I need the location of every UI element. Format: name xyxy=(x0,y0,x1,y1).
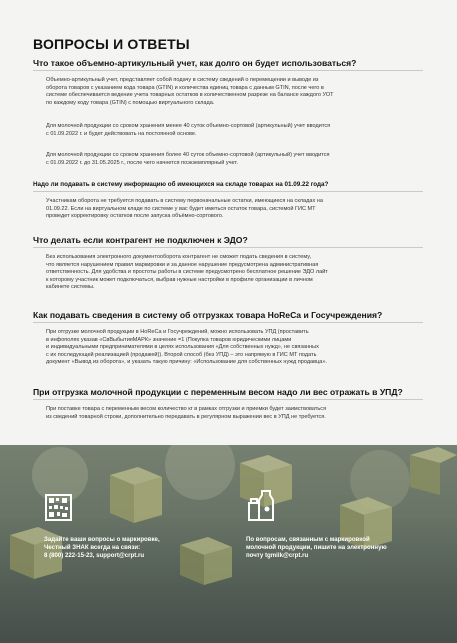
page-title: ВОПРОСЫ И ОТВЕТЫ xyxy=(33,36,190,52)
divider xyxy=(33,322,423,323)
answer-2-paragraph-1: Участникам оборота не требуется подавать в систему первоначальные остатки, имеющиеся на складах на 01.09.22. Если на виртуальном кладе по системе у вас будет иметься остаток товара, системой ГИС МТ проведет корректировку остатков после запуска объёмно-сортового. xyxy=(46,198,323,220)
milk-products-icon xyxy=(246,489,276,523)
answer-4-paragraph-1: При отгрузке молочной продукции в HoReCa и Госучреждений, можно использовать УПД (проставить в инфополях указав «СвВыбытияМАРК» значение =1 (Покупка товаров юридическими лицами и индивидуальными предпринимателями в целях использования «Для собственных нужд», не связанных с их последующей реализацией (продажей)). Второй способ (без УПД) – это напрямую в ГИС МТ подать документ «Вывод из оборота», и указать такую причину: «Использование для собственных нужд продавца». xyxy=(46,329,327,366)
question-1: Что такое объемно-артикульный учет, как долго он будет использоваться? xyxy=(33,58,357,68)
question-5: При отгрузка молочной продукции с переменным весом надо ли вес отражать в УПД? xyxy=(33,387,403,397)
question-2: Надо ли подавать в систему информацию об имеющихся на складе товарах на 01.09.22 года? xyxy=(33,181,329,188)
footer-banner xyxy=(0,445,457,643)
qr-code-icon xyxy=(45,494,72,521)
footer-right-text: По вопросам, связанным с маркировкой молочной продукции, пишите на электронную почту tgmilk@crpt.ru xyxy=(246,536,387,559)
divider xyxy=(33,399,423,400)
answer-1-paragraph-3: Для молочной продукции со сроком хранения более 40 суток объемно-сортовой (артикульный) учет вводится с 01.09.2022 г. до 31.05.2025 г., после чего начнется поэкземплярный учет. xyxy=(46,152,330,166)
divider xyxy=(33,191,423,192)
answer-5-paragraph-1: При поставке товара с переменным весом количество кг в рамках отгрузки и приемки будет заимствоваться из сведений товарной строки, дополнительно передавать в регулярном выражении вес в УПД не требуется. xyxy=(46,406,327,420)
answer-1-paragraph-1: Объемно-артикульный учет, представляет собой подачу в систему сведений о перемещении и выводе из оборота товаров с указанием кода товара (GTIN) и количества единиц товара с данным GTIN, после чего в системе обеспечивается ведение учета товарных остатков в количественном разрезе на балансе каждого УОТ по каждому коду товара (GTIN) с помощью виртуального склада. xyxy=(46,77,334,106)
question-4: Как подавать сведения в систему об отгрузках товара HoReCa и Госучреждения? xyxy=(33,310,383,320)
answer-3-paragraph-1: Без использования электронного документооборота контрагент не сможет подать сведения в систему, что является нарушением правил маркировки и за данное нарушение предусмотрена административная ответственность. Для удобства и простоты работы в системе предусмотрено бесплатное решение ЭДО лайт к которому участник может подключаться, выбрав нужные настройки в профиле организации в личном кабинете системы. xyxy=(46,254,328,291)
question-3: Что делать если контрагент не подключен к ЭДО? xyxy=(33,235,248,245)
answer-1-paragraph-2: Для молочной продукции со сроком хранения менее 40 суток объемно-сортовой (артикульный) учет вводится с 01.09.2022 г. и будет действовать на постоянной основе. xyxy=(46,123,331,137)
divider xyxy=(33,247,423,248)
divider xyxy=(33,70,423,71)
footer-left-text: Задайте ваши вопросы о маркировке, Честный ЗНАК всегда на связи: 8 (800) 222-15-23, support@crpt.ru xyxy=(44,536,160,559)
